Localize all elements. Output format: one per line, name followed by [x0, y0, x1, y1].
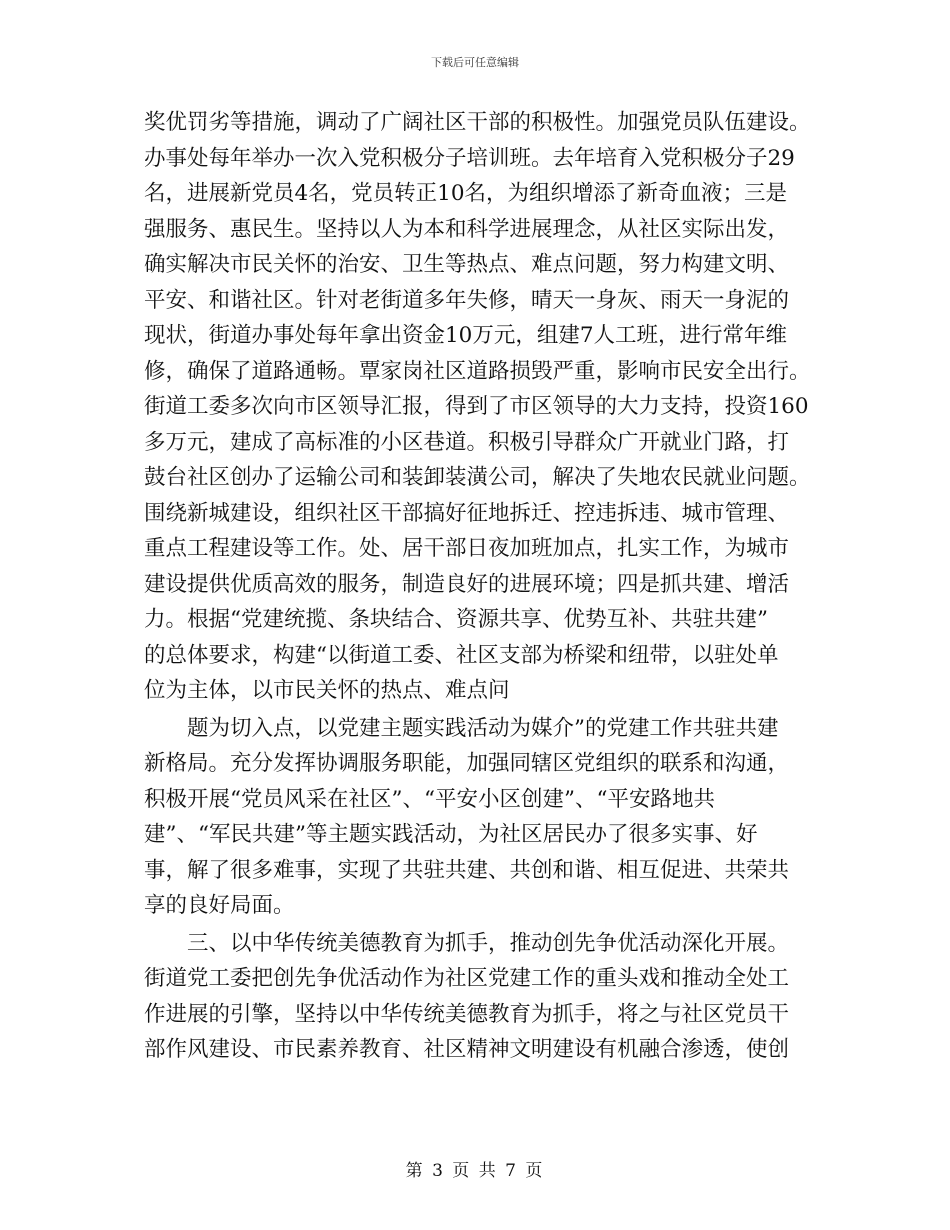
text-line: 重点工程建设等工作。处、居干部日夜加班加点，扎实工作，为城市	[144, 536, 790, 561]
page-footer: 第 3 页 共 7 页	[405, 1161, 545, 1181]
text-line: 街道工委多次向市区领导汇报，得到了市区领导的大力支持，投资160	[144, 394, 809, 419]
text-line: 围绕新城建设，组织社区干部搞好征地拆迁、控违拆违、城市管理、	[144, 500, 790, 526]
text-line: 确实解决市民关怀的治安、卫生等热点、难点问题，努力构建文明、	[144, 252, 790, 277]
paragraph	[144, 105, 816, 709]
paragraph	[144, 711, 816, 924]
text-line: 街道党工委把创先争优活动作为社区党建工作的重头戏和推动全处工	[144, 966, 790, 991]
document-body	[144, 105, 816, 1068]
page-header: 下载后可任意编辑	[431, 56, 519, 69]
text-line: 题为切入点，以党建主题实践活动为媒介”的党建工作共驻共建	[187, 715, 779, 741]
text-line: 建设提供优质高效的服务，制造良好的进展环境；四是抓共建、增活	[144, 571, 790, 597]
text-line: 的总体要求，构建“以街道工委、社区支部为桥梁和纽带，以驻处单	[144, 642, 779, 668]
text-line: 建”、“军民共建”等主题实践活动，为社区居民办了很多实事、好	[144, 822, 758, 847]
text-line: 奖优罚劣等措施，调动了广阔社区干部的积极性。加强党员队伍建设。	[144, 110, 811, 135]
text-line: 事，解了很多难事，实现了共驻共建、共创和谐、相互促进、共荣共	[144, 857, 790, 883]
text-line: 现状，街道办事处每年拿出资金10万元，组建7人工班，进行常年维	[144, 323, 788, 348]
text-line: 享的良好局面。	[144, 893, 295, 918]
text-line: 作进展的引擎，坚持以中华传统美德教育为抓手，将之与社区党员干	[144, 1001, 790, 1027]
text-line: 积极开展“党员风采在社区”、“平安小区创建”、“平安路地共	[144, 786, 715, 812]
text-line: 三、以中华传统美德教育为抓手，推动创先争优活动深化开展。	[187, 930, 790, 956]
paragraph	[144, 926, 816, 1068]
text-line: 修，确保了道路通畅。覃家岗社区道路损毁严重，影响市民安全出行。	[144, 358, 811, 384]
text-line: 强服务、惠民生。坚持以人为本和科学进展理念，从社区实际出发，	[144, 216, 790, 242]
text-line: 鼓台社区创办了运输公司和装卸装潢公司，解决了失地农民就业问题。	[144, 465, 811, 490]
text-line: 部作风建设、市民素养教育、社区精神文明建设有机融合渗透，使创	[144, 1037, 790, 1062]
text-line: 办事处每年举办一次入党积极分子培训班。去年培育入党积极分子29	[144, 145, 795, 171]
text-line: 新格局。充分发挥协调服务职能，加强同辖区党组织的联系和沟通，	[144, 751, 790, 776]
text-line: 平安、和谐社区。针对老街道多年失修，晴天一身灰、雨天一身泥的	[144, 287, 790, 313]
text-line: 力。根据“党建统揽、条块结合、资源共享、优势互补、共驻共建”	[144, 607, 768, 632]
text-line: 名，进展新党员4名，党员转正10名，为组织增添了新奇血液；三是	[144, 181, 788, 206]
text-line: 多万元，建成了高标准的小区巷道。积极引导群众广开就业门路，打	[144, 429, 790, 455]
text-line: 位为主体，以市民关怀的热点、难点问	[144, 678, 510, 703]
